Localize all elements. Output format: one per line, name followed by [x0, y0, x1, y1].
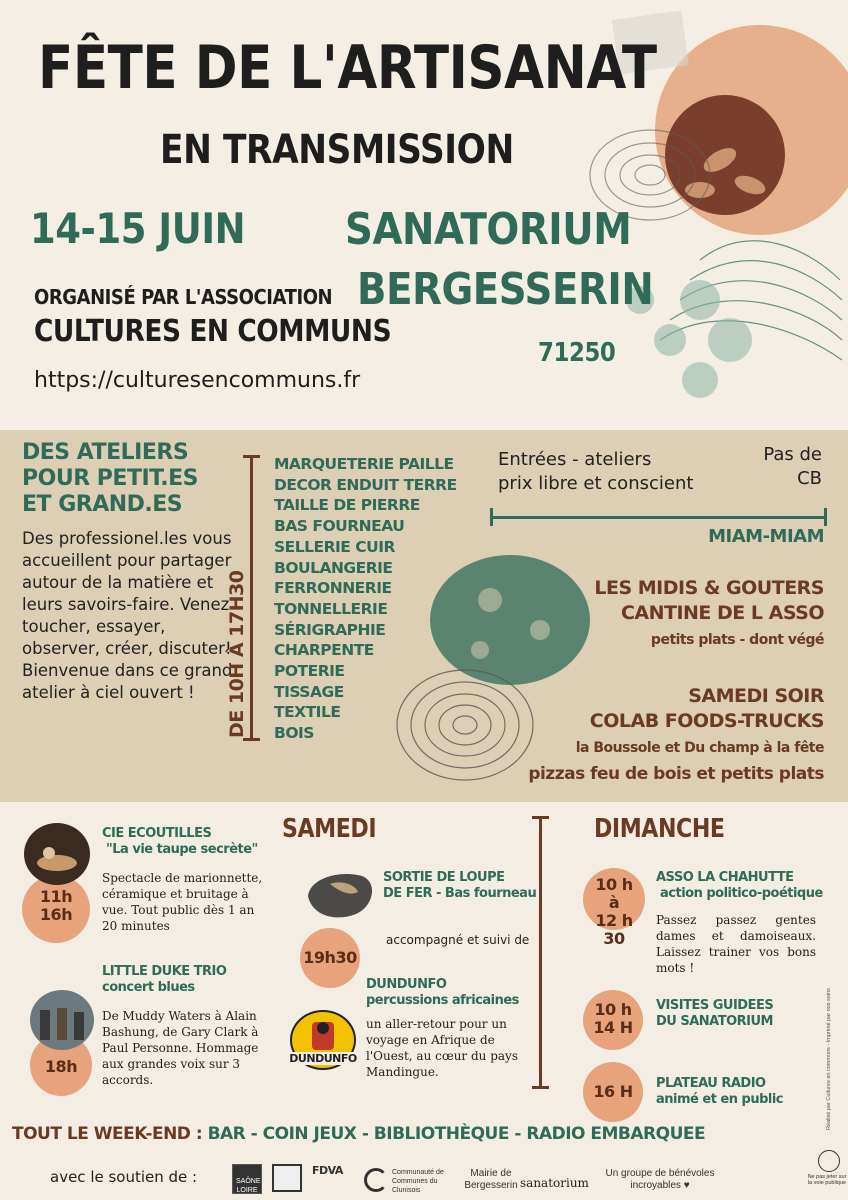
food-trucks-menu: pizzas feu de bois et petits plats [528, 764, 824, 784]
event-title [656, 1076, 783, 1108]
craft-item: TONNELLERIE [274, 599, 388, 618]
event-title-line: concert blues [102, 980, 195, 995]
event-title-line: ASSO LA CHAHUTTE [656, 870, 794, 885]
craft-item: BOIS [274, 724, 314, 743]
sanatorium-logo: sanatorium [520, 1176, 589, 1190]
craft-item: TAILLE DE PIERRE [274, 496, 420, 515]
hours-divider [250, 455, 253, 740]
event-time [579, 1001, 647, 1037]
event-title [102, 826, 258, 858]
lunch-info [594, 576, 824, 626]
mairie-logo: Mairie de Bergesserin [464, 1168, 518, 1191]
workshops-heading-line: DES ATELIERS [22, 440, 189, 465]
event-title-line: LITTLE DUKE TRIO [102, 964, 227, 979]
day-divider [539, 816, 542, 1088]
event-title-line: animé et en public [656, 1092, 784, 1107]
event-title-line: "La vie taupe secrète" [106, 842, 258, 857]
event-subtitle: EN TRANSMISSION [160, 127, 514, 173]
organizer-name: CULTURES EN COMMUNS [34, 314, 392, 349]
event-time-line: 10 h [594, 1000, 632, 1019]
saone-loire-logo: SAÔNE LOIRE [232, 1164, 262, 1194]
event-title-line: PLATEAU RADIO [656, 1076, 766, 1091]
no-littering-text: Ne pas jeter sur la voie publique [807, 1174, 847, 1186]
craft-item: DECOR ENDUIT TERRE [274, 475, 457, 494]
event-title-line: DUNDUNFO [366, 977, 447, 992]
venue-name: SANATORIUM [345, 204, 632, 255]
event-time-line: 14 H [593, 1018, 633, 1037]
evening-food-info [590, 684, 824, 734]
event-time-line: 11h [39, 887, 73, 906]
weekend-items: BAR - COIN JEUX - BIBLIOTHÈQUE - RADIO EMBARQUEE [207, 1124, 706, 1144]
evening-food-line: COLAB FOODS-TRUCKS [589, 710, 824, 732]
print-note-wrapper [826, 988, 840, 1130]
craft-item: POTERIE [274, 662, 345, 681]
event-title: FÊTE DE L'ARTISANAT [38, 33, 657, 103]
hours-divider-cap [243, 455, 260, 458]
sunday-title: DIMANCHE [594, 814, 725, 844]
event-description: un aller-retour pour un voyage en Afrique de l'Ouest, au cœur du pays Mandingue. [366, 1017, 518, 1079]
evening-food-line: SAMEDI SOIR [688, 685, 824, 707]
print-note: Réalisé par Cultures en communs - Imprimé par nos soins [826, 988, 832, 1130]
event-title-line: SORTIE DE LOUPE [383, 870, 505, 885]
event-title-line: DU SANATORIUM [656, 1014, 773, 1029]
wood-log-icon [390, 540, 600, 790]
food-trucks-names: la Boussole et Du champ à la fête [575, 740, 824, 756]
workshops-heading [22, 440, 222, 518]
event-time: 16 H [593, 1082, 633, 1101]
event-time-line: à [608, 893, 620, 912]
event-time-line: 10 h [595, 875, 633, 894]
event-title [656, 998, 773, 1030]
no-card-line: Pas de [763, 444, 822, 465]
lunch-line: LES MIDIS & GOUTERS [594, 577, 824, 599]
venue-town: BERGESSERIN [357, 264, 654, 315]
day-divider-cap [532, 1086, 549, 1089]
weekend-activities [12, 1124, 705, 1144]
craft-item: FERRONNERIE [274, 579, 392, 598]
workshops-heading-line: ET GRAND.ES [22, 492, 183, 517]
craft-item: CHARPENTE [274, 641, 374, 660]
event-time: 18h [44, 1057, 78, 1076]
fdva-logo: FDVA [312, 1164, 343, 1177]
event-title-line: DE FER - Bas fourneau [383, 886, 537, 901]
entry-info [498, 448, 693, 496]
food-divider-cap [490, 508, 493, 526]
event-connector: accompagné et suivi de [386, 933, 530, 947]
day-divider-cap [532, 816, 549, 819]
event-title [102, 964, 226, 996]
volunteers-line: incroyables ♥ [630, 1180, 690, 1191]
event-description: De Muddy Waters à Alain Bashung, de Gary Clark à Paul Personne. Hommage aux grandes voix sur 3 accords. [102, 1009, 259, 1087]
food-heading: MIAM-MIAM [708, 526, 824, 547]
workshop-hours-wrapper [226, 458, 248, 738]
event-time-line: 12 h [595, 911, 633, 930]
puppet-show-photo [24, 823, 90, 885]
venue-zip: 71250 [538, 338, 616, 368]
event-title-line: VISITES GUIDEES [656, 998, 774, 1013]
craft-item: TEXTILE [274, 703, 341, 722]
event-title [656, 870, 823, 902]
entry-info-line: prix libre et conscient [498, 473, 694, 494]
workshops-heading-line: POUR PETIT.ES [22, 466, 199, 491]
organizer-intro: ORGANISÉ PAR L'ASSOCIATION [34, 285, 333, 309]
weekend-label: TOUT LE WEEK-END : [12, 1124, 203, 1144]
craft-item: TISSAGE [274, 682, 344, 701]
event-time [580, 876, 648, 948]
craft-item: SÉRIGRAPHIE [274, 620, 386, 639]
event-title [383, 870, 536, 902]
event-description: Spectacle de marionnette, céramique et bruitage à vue. Tout public dès 1 an 20 minutes [102, 871, 263, 933]
volunteers-line: Un groupe de bénévoles [605, 1168, 715, 1179]
event-title-line: CIE ECOUTILLES [102, 826, 212, 841]
event-time [22, 888, 90, 924]
hours-divider-cap [243, 738, 260, 741]
craft-item: BOULANGERIE [274, 558, 393, 577]
no-card-info [752, 443, 822, 491]
event-title [366, 977, 519, 1009]
no-littering-icon [818, 1150, 840, 1172]
craft-item: SELLERIE CUIR [274, 537, 395, 556]
dundunfo-logo-text: DUNDUNFO [289, 1052, 357, 1065]
event-time-line: 16h [39, 905, 73, 924]
volunteers-logo [600, 1168, 720, 1192]
lunch-line: CANTINE DE L ASSO [620, 602, 824, 624]
craft-item: MARQUETERIE PAILLE [274, 455, 454, 473]
food-divider [492, 516, 826, 519]
no-card-line: CB [797, 468, 822, 489]
cc-clunisois-logo: Communauté de Communes du Clunisois [392, 1169, 444, 1194]
event-description: Passez passez gentes dames et damoiseaux. Laissez trainer vos bons mots ! [656, 913, 816, 975]
event-title-line: action politico-poétique [660, 886, 823, 901]
iron-bloom-photo [300, 866, 380, 924]
lunch-sub: petits plats - dont végé [650, 632, 824, 648]
craft-item: BAS FOURNEAU [274, 517, 405, 536]
event-dates: 14-15 JUIN [30, 204, 246, 253]
event-title-line: percussions africaines [366, 993, 519, 1008]
event-time-line: 30 [603, 929, 625, 948]
website-link[interactable]: https://culturesencommuns.fr [34, 368, 361, 393]
dundunfo-logo [290, 1010, 356, 1070]
entry-info-line: Entrées - ateliers [498, 449, 652, 470]
workshop-hours: DE 10H À 17H30 [226, 570, 248, 738]
msa-logo [272, 1164, 302, 1192]
header-section [0, 0, 848, 430]
band-photo [30, 990, 94, 1050]
saturday-title: SAMEDI [282, 814, 377, 844]
event-time: 19h30 [303, 948, 357, 967]
workshops-description: Des professionel.les vous accueillent pour partager autour de la matière et leurs savoirs-faire. Venez toucher, essayer, observer, créer, discuter! Bienvenue dans ce grand atelier à ciel ouvert ! [22, 529, 233, 702]
cc-clunisois-logo-icon [364, 1168, 388, 1192]
support-label: avec le soutien de : [50, 1168, 198, 1186]
food-divider-cap [824, 508, 827, 526]
